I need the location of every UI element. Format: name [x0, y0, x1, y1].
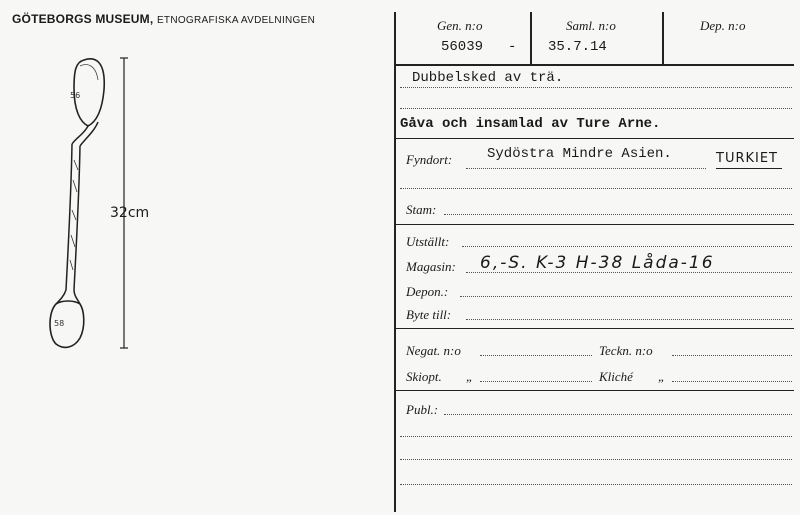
saml-value: 35.7.14: [548, 39, 607, 55]
negat-label: Negat. n:o: [406, 343, 461, 358]
teckn-line: [672, 355, 792, 356]
dimension-label: 32cm: [110, 205, 150, 221]
depon-line: [460, 296, 792, 297]
byte-line: [466, 319, 792, 320]
fyndort-underline: [716, 168, 782, 169]
column-divider-2: [662, 12, 664, 64]
museum-header: [12, 12, 315, 26]
negat-line: [480, 355, 592, 356]
magasin-handwritten: 6,-S. K-3 H-38 Låda-16: [480, 253, 715, 273]
utstallt-label: Utställt:: [406, 234, 450, 249]
card-left-border: [394, 12, 396, 512]
publ-label: Publ.:: [406, 402, 439, 417]
svg-text:56: 56: [70, 91, 81, 100]
kliche-ditto: „: [658, 369, 666, 384]
depon-label: Depon.:: [406, 284, 449, 299]
donation-text: Gåva och insamlad av Ture Arne.: [400, 116, 661, 132]
stam-label: Stam:: [406, 202, 437, 217]
skiopt-ditto: „: [466, 369, 474, 384]
magasin-line: [466, 272, 792, 273]
object-name: Dubbelsked av trä.: [412, 70, 564, 86]
skiopt-label: Skiopt.: [406, 369, 442, 384]
fyndort-value: Sydöstra Mindre Asien.: [487, 146, 672, 162]
fyndort-line: [466, 168, 706, 169]
publ-line-1: [444, 414, 792, 415]
fyndort-label: Fyndort:: [406, 152, 453, 167]
donation-rule: [396, 138, 794, 139]
publ-line-2: [400, 436, 792, 437]
museum-name: GÖTEBORGS MUSEUM,: [12, 12, 154, 26]
header-row-border: [394, 64, 794, 66]
publ-line-4: [400, 484, 792, 485]
saml-label: Saml. n:o: [566, 18, 616, 33]
svg-text:58: 58: [54, 319, 65, 328]
line-1: [400, 87, 792, 88]
byte-rule: [396, 328, 794, 329]
line-2: [400, 108, 792, 109]
publ-line-3: [400, 459, 792, 460]
column-divider-1: [530, 12, 532, 64]
teckn-label: Teckn. n:o: [599, 343, 653, 358]
kliche-label: Kliché: [599, 369, 633, 384]
utstallt-line: [462, 246, 792, 247]
dep-label: Dep. n:o: [700, 18, 746, 33]
stam-line: [444, 214, 792, 215]
kliche-line: [672, 381, 792, 382]
gen-value: 56039: [441, 39, 484, 55]
stam-rule: [396, 224, 794, 225]
gen-dash: -: [508, 39, 517, 55]
magasin-label: Magasin:: [406, 259, 456, 274]
kliche-rule: [396, 390, 794, 391]
skiopt-line: [480, 381, 592, 382]
gen-label: Gen. n:o: [437, 18, 483, 33]
department-name: ETNOGRAFISKA AVDELNINGEN: [156, 15, 316, 26]
line-3: [400, 188, 792, 189]
fyndort-handwritten: TURKIET: [716, 151, 779, 166]
byte-label: Byte till:: [406, 307, 452, 322]
